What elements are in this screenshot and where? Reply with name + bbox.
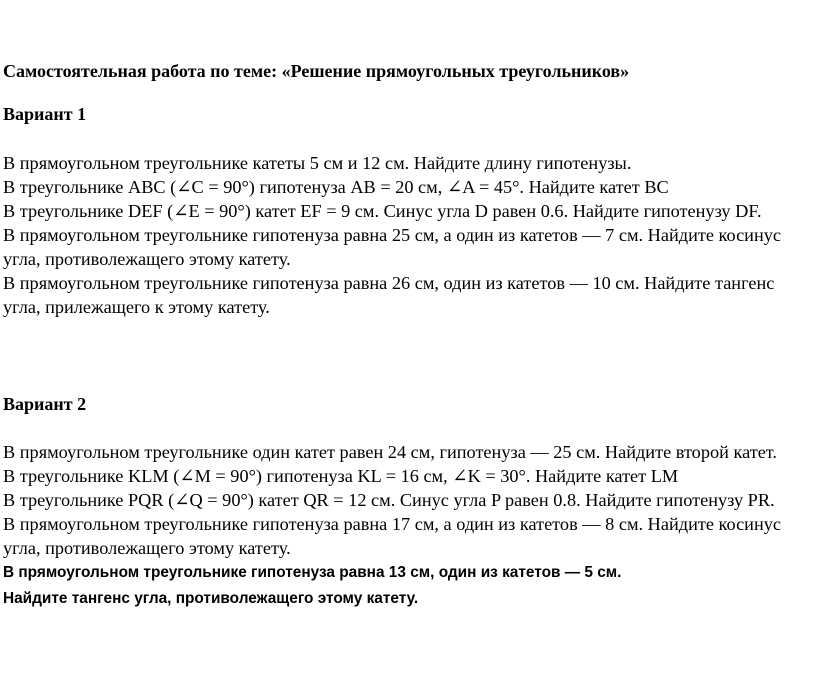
variant-1-heading: Вариант 1 — [3, 104, 87, 124]
variant-2-task-3: В треугольнике PQR (∠Q = 90°) катет QR = 12 см. Синус угла P равен 0.8. Найдите гипотенузу PR. — [3, 490, 775, 510]
variant-1-task-4: В прямоугольном треугольнике гипотенуза равна 25 см, а один из катетов — 7 см. Найдите косинус угла, противолежащего этому катету. — [3, 225, 782, 269]
variant-1-task-1: В прямоугольном треугольнике катеты 5 см и 12 см. Найдите длину гипотенузы. — [3, 153, 632, 173]
variant-1-task-5: В прямоугольном треугольнике гипотенуза равна 26 см, один из катетов — 10 см. Найдите тангенс угла, прилежащего к этому катету. — [3, 273, 775, 317]
variant-1-task-3: В треугольнике DEF (∠E = 90°) катет EF = 9 см. Синус угла D равен 0.6. Найдите гипотенузу DF. — [3, 201, 762, 221]
variant-2-task-list — [3, 440, 816, 612]
document-title: Самостоятельная работа по теме: «Решение прямоугольных треугольников» — [3, 61, 630, 81]
variant-1-task-2: В треугольнике ABC (∠C = 90°) гипотенуза AB = 20 см, ∠A = 45°. Найдите катет BC — [3, 177, 669, 197]
variant-1-task-list — [3, 151, 816, 319]
variant-2-task-2: В треугольнике KLM (∠M = 90°) гипотенуза KL = 16 см, ∠K = 30°. Найдите катет LM — [3, 466, 679, 486]
variant-2-task-4: В прямоугольном треугольнике гипотенуза равна 17 см, а один из катетов — 8 см. Найдите косинус угла, противолежащего этому катету. — [3, 514, 782, 558]
variant-2-task-5: В прямоугольном треугольнике гипотенуза равна 13 см, один из катетов — 5 см. Найдите тангенс угла, противолежащего этому катету. — [3, 564, 622, 607]
variant-2-heading: Вариант 2 — [3, 394, 87, 414]
variant-2-task-1: В прямоугольном треугольнике один катет равен 24 см, гипотенуза — 25 см. Найдите второй катет. — [3, 442, 777, 462]
